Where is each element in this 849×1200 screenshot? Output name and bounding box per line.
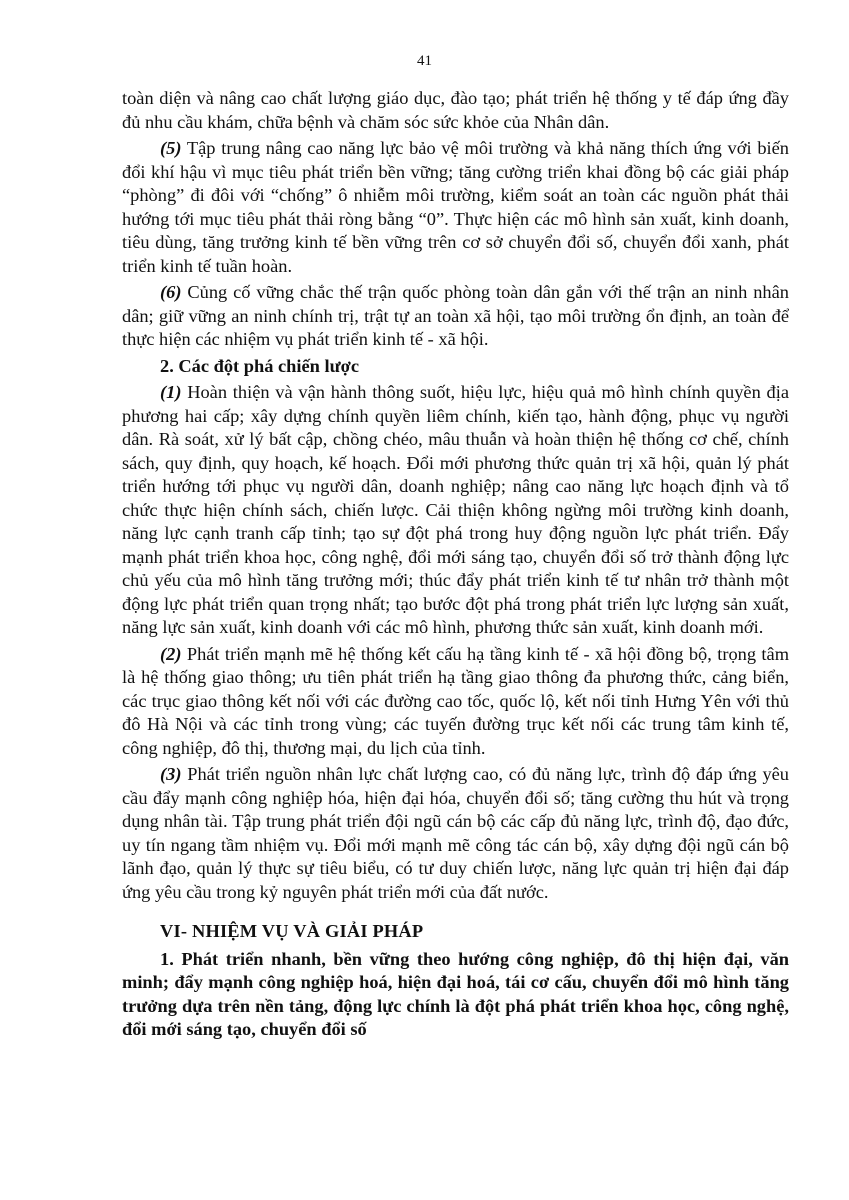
- item-number: (2): [160, 643, 182, 664]
- item-text: Tập trung nâng cao năng lực bảo vệ môi trường và khả năng thích ứng với biến đổi khí hậu vì mục tiêu phát triển bền vững; tăng cường triển khai đồng bộ các giải pháp “phòng” đi đôi với “chống” ô nhiễm môi trường, kiểm soát an toàn các nguồn phát thải hướng tới mục tiêu phát thải ròng bằng “0”. Thực hiện các mô hình sản xuất, kinh doanh, tiêu dùng, tăng trưởng kinh tế bền vững trên cơ sở chuyển đổi số, chuyển đổi xanh, phát triển kinh tế tuần hoàn.: [122, 138, 789, 276]
- paragraph-item-5: [122, 137, 789, 278]
- item-number: (5): [160, 138, 182, 158]
- item-text: Phát triển nguồn nhân lực chất lượng cao, có đủ năng lực, trình độ đáp ứng yêu cầu đẩy mạnh công nghiệp hóa, hiện đại hóa, chuyển đổi số; tăng cường thu hút và trọng dụng nhân tài. Tập trung phát triển đội ngũ cán bộ các cấp đủ năng lực, trình độ, đạo đức, uy tín ngang tầm nhiệm vụ. Đổi mới mạnh mẽ công tác cán bộ, xây dựng đội ngũ cán bộ lãnh đạo, quản lý thực sự tiêu biểu, có tư duy chiến lược, năng lực quản trị hiện đại đáp ứng yêu cầu trong kỷ nguyên phát triển mới của đất nước.: [122, 764, 789, 902]
- paragraph-item-6: [122, 281, 789, 352]
- item-number: (3): [160, 764, 182, 784]
- task-heading-1: 1. Phát triển nhanh, bền vững theo hướng công nghiệp, đô thị hiện đại, văn minh; đẩy mạnh công nghiệp hoá, hiện đại hoá, tái cơ cấu, chuyển đổi mô hình tăng trưởng dựa trên nền tảng, động lực chính là đột phá phát triển khoa học, công nghệ, đổi mới sáng tạo, chuyển đổi số: [122, 948, 789, 1039]
- page-content: [122, 87, 789, 1042]
- paragraph-breakthrough-1: [122, 381, 789, 640]
- item-number: (6): [160, 282, 182, 302]
- item-text: Hoàn thiện và vận hành thông suốt, hiệu lực, hiệu quả mô hình chính quyền địa phương hai cấp; xây dựng chính quyền liêm chính, kiến tạo, hành động, phục vụ người dân. Rà soát, xử lý bất cập, chồng chéo, mâu thuẫn và hoàn thiện hệ thống cơ chế, chính sách, quy định, quy hoạch, kế hoạch. Đổi mới phương thức quản trị xã hội, quản lý phát triển hướng tới phục vụ người dân, doanh nghiệp; nâng cao năng lực hoạch định và tổ chức thực hiện chính sách, chiến lược. Cải thiện không ngừng môi trường kinh doanh, năng lực cạnh tranh cấp tỉnh; tạo sự đột phá trong huy động nguồn lực phát triển. Đẩy mạnh phát triển khoa học, công nghệ, đổi mới sáng tạo, chuyển đổi số trở thành động lực chủ yếu của mô hình tăng trưởng mới; thúc đẩy phát triển kinh tế tư nhân trở thành một động lực phát triển quan trọng nhất; tạo bước đột phá trong phát triển lực lượng sản xuất, năng lực sản xuất, kinh doanh với các mô hình, phương thức sản xuất, kinh doanh mới.: [122, 382, 789, 637]
- page-number: 41: [417, 53, 432, 69]
- section-heading: VI- NHIỆM VỤ VÀ GIẢI PHÁP: [160, 921, 424, 941]
- item-text: Phát triển mạnh mẽ hệ thống kết cấu hạ tầng kinh tế - xã hội đồng bộ, trọng tâm là hệ thống giao thông; ưu tiên phát triển hạ tầng giao thông đa phương thức, cảng biển, các trục giao thông kết nối với các đường cao tốc, quốc lộ, kết nối tỉnh Hưng Yên với thủ đô Hà Nội và các tỉnh trong vùng; các tuyến đường trục kết nối các trung tâm kinh tế, công nghiệp, đô thị, thương mại, du lịch của tỉnh.: [122, 643, 789, 758]
- item-text: Củng cố vững chắc thế trận quốc phòng toàn dân gắn với thế trận an ninh nhân dân; giữ vững an ninh chính trị, trật tự an toàn xã hội, tạo môi trường ổn định, an toàn để thực hiện các nhiệm vụ phát triển kinh tế - xã hội.: [122, 282, 789, 349]
- item-number: (1): [160, 382, 182, 402]
- subheading-strategic-breakthroughs: 2. Các đột phá chiến lược: [160, 355, 360, 376]
- paragraph-breakthrough-2: [122, 643, 789, 761]
- paragraph-breakthrough-3: [122, 763, 789, 904]
- paragraph-continuation: toàn diện và nâng cao chất lượng giáo dục, đào tạo; phát triển hệ thống y tế đáp ứng đầy đủ nhu cầu khám, chữa bệnh và chăm sóc sức khỏe của Nhân dân.: [122, 88, 789, 132]
